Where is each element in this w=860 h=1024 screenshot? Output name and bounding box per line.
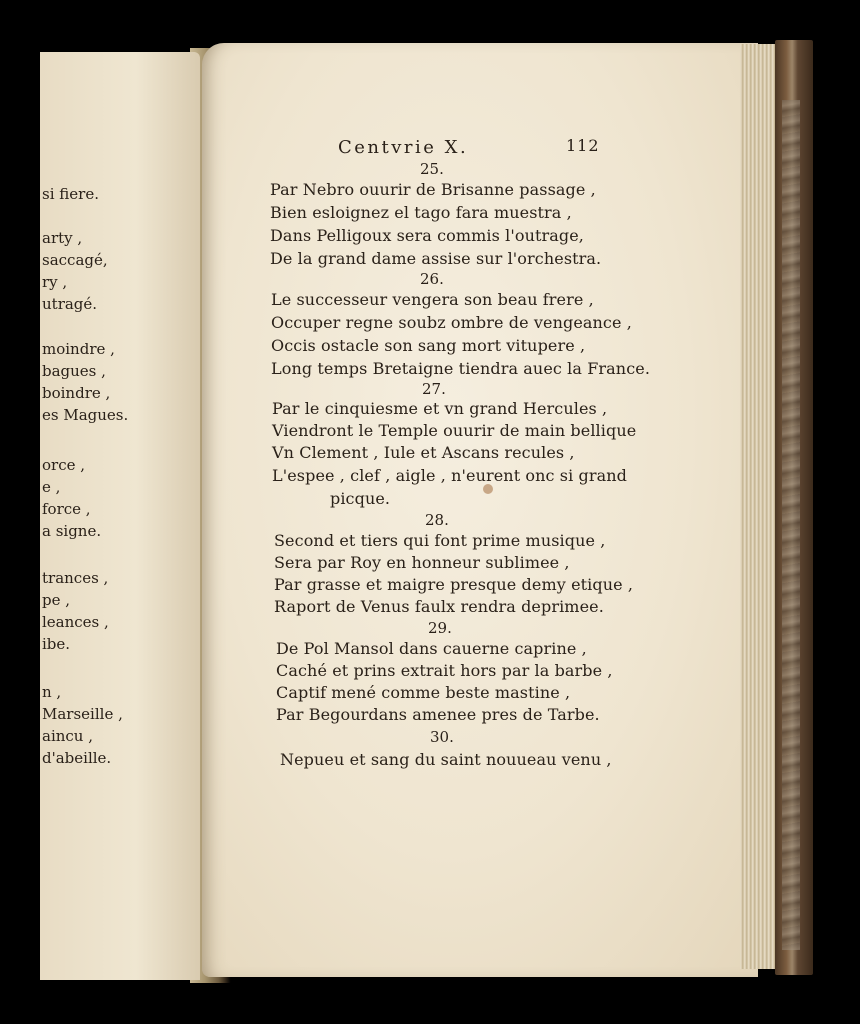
stanza-number: 26.	[420, 270, 444, 288]
verse-line: Par Begourdans amenee pres de Tarbe.	[276, 705, 600, 724]
page-number: 112	[566, 136, 600, 155]
stanza-number: 30.	[430, 728, 454, 746]
stanza-number: 29.	[428, 619, 452, 637]
verse-line: De Pol Mansol dans cauerne caprine ,	[276, 639, 587, 658]
paper-stain	[483, 484, 493, 494]
left-page-line: d'abeille.	[42, 749, 112, 767]
left-page-line: arty ,	[42, 229, 83, 247]
left-page-line: trances ,	[42, 569, 109, 587]
left-page-line: e ,	[42, 478, 61, 496]
left-page-line: es Magues.	[42, 406, 129, 424]
left-page-line: force ,	[42, 500, 91, 518]
verse-line: Par le cinquiesme et vn grand Hercules ,	[272, 399, 608, 418]
stanza-number: 25.	[420, 160, 444, 178]
verse-line: Le successeur vengera son beau frere ,	[271, 290, 594, 309]
left-page-line: boindre ,	[42, 384, 111, 402]
verse-line: De la grand dame assise sur l'orchestra.	[270, 249, 602, 268]
verse-line: Vn Clement , Iule et Ascans recules ,	[272, 443, 575, 462]
left-page-line: utragé.	[42, 295, 98, 313]
page-header-title: Centvrie X.	[338, 137, 469, 158]
verse-line: Nepueu et sang du saint nouueau venu ,	[280, 750, 612, 769]
page-edges	[740, 44, 780, 969]
left-page-line: aincu ,	[42, 727, 93, 745]
left-page-line: pe ,	[42, 591, 71, 609]
left-page-line: bagues ,	[42, 362, 106, 380]
verse-line: Long temps Bretaigne tiendra auec la France.	[271, 359, 651, 378]
left-page-line: n ,	[42, 683, 62, 701]
left-page-line: Marseille ,	[42, 705, 123, 723]
left-page-line: moindre ,	[42, 340, 115, 358]
verse-line: L'espee , clef , aigle , n'eurent onc si grand	[272, 466, 627, 485]
stanza-number: 28.	[425, 511, 449, 529]
left-page-line: si fiere.	[42, 185, 99, 203]
verse-line: Par Nebro ouurir de Brisanne passage ,	[270, 180, 596, 199]
left-page-line: a signe.	[42, 522, 102, 540]
verse-line: Raport de Venus faulx rendra deprimee.	[274, 597, 604, 616]
stanza-number: 27.	[422, 380, 446, 398]
verse-line: Occuper regne soubz ombre de vengeance ,	[271, 313, 632, 332]
verse-line: Second et tiers qui font prime musique ,	[274, 531, 606, 550]
verse-line: Bien esloignez el tago fara muestra ,	[270, 203, 572, 222]
left-page-line: ry ,	[42, 273, 68, 291]
verse-line: Par grasse et maigre presque demy etique ,	[274, 575, 634, 594]
verse-line: Occis ostacle son sang mort vitupere ,	[271, 336, 586, 355]
verse-line: Viendront le Temple ouurir de main bellique	[272, 421, 637, 440]
left-page-line: orce ,	[42, 456, 86, 474]
verse-line: Caché et prins extrait hors par la barbe ,	[276, 661, 613, 680]
left-page-line: leances ,	[42, 613, 109, 631]
verse-line: Dans Pelligoux sera commis l'outrage,	[270, 226, 584, 245]
marbled-cover-edge	[782, 100, 800, 950]
left-page-line: ibe.	[42, 635, 71, 653]
left-page-line: saccagé,	[42, 251, 108, 269]
verse-line: Captif mené comme beste mastine ,	[276, 683, 571, 702]
verse-line: Sera par Roy en honneur sublimee ,	[274, 553, 570, 572]
verse-line: picque.	[330, 489, 391, 508]
